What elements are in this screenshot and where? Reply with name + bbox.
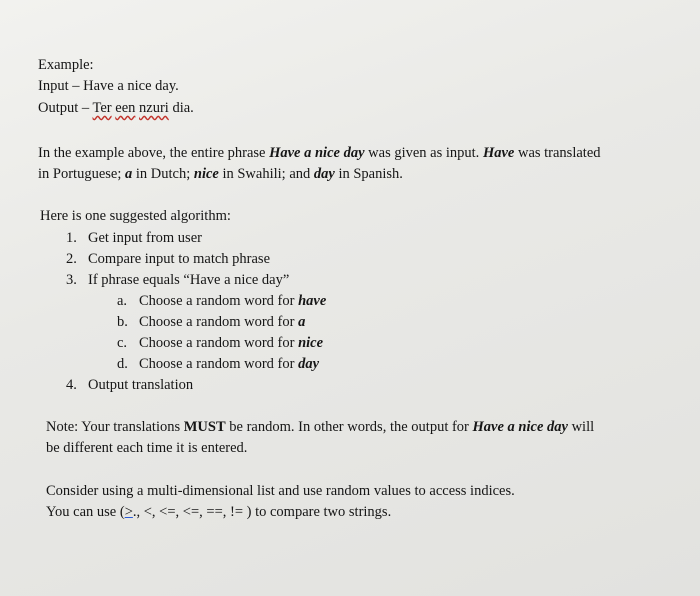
substep-letter: b. <box>117 314 128 330</box>
output-word-dia: dia. <box>168 100 194 116</box>
substep-word: day <box>298 356 319 372</box>
step-text: If phrase equals “Have a nice day” <box>88 272 290 288</box>
substep-letter: a. <box>117 293 128 309</box>
explanation-text: in Spanish. <box>334 166 403 182</box>
algorithm-substep <box>117 292 326 311</box>
output-word-nzuri: nzuri <box>139 100 169 116</box>
output-prefix: Output – <box>38 100 93 116</box>
explanation-word-have: Have <box>482 145 515 161</box>
explanation-line-2 <box>38 165 403 184</box>
substep-text: Choose a random word for <box>139 335 299 351</box>
algorithm-step <box>66 271 289 290</box>
note-text: be random. In other words, the output for <box>225 419 473 435</box>
example-input-line: Input – Have a nice day. <box>38 78 179 94</box>
explanation-text: in Portuguese; <box>38 166 125 182</box>
substep-letter: d. <box>117 356 128 372</box>
example-output-line <box>38 99 194 118</box>
step-number: 2. <box>66 251 77 267</box>
algorithm-substep <box>117 313 305 332</box>
explanation-text: In the example above, the entire phrase <box>38 145 270 161</box>
substep-word: nice <box>298 335 324 351</box>
algorithm-substep <box>117 355 319 374</box>
algorithm-heading: Here is one suggested algorithm: <box>40 208 231 224</box>
step-number: 1. <box>66 230 77 246</box>
note-text: will <box>567 419 595 435</box>
explanation-text: was translated <box>514 145 601 161</box>
consider-text: You can use ( <box>46 504 125 520</box>
note-line-1 <box>46 418 594 437</box>
substep-word: a <box>298 314 306 330</box>
explanation-word-nice: nice <box>193 166 219 182</box>
substep-text: Choose a random word for <box>139 356 299 372</box>
explanation-line-1 <box>38 144 601 163</box>
note-phrase: Have a nice day <box>472 419 568 435</box>
explanation-word-day: day <box>313 166 335 182</box>
substep-word: have <box>298 293 327 309</box>
explanation-text: was given as input. <box>364 145 483 161</box>
explanation-text: in Dutch; <box>132 166 194 182</box>
substep-letter: c. <box>117 335 128 351</box>
algorithm-step <box>66 376 193 395</box>
step-number: 4. <box>66 377 77 393</box>
note-line-2: be different each time it is entered. <box>46 440 248 456</box>
explanation-word-a: a <box>125 166 133 182</box>
consider-line-1: Consider using a multi-dimensional list and use random values to access indices. <box>46 483 515 499</box>
output-word-ter: Ter <box>92 100 112 116</box>
example-title: Example: <box>38 57 94 73</box>
step-text: Compare input to match phrase <box>88 251 271 267</box>
explanation-text: in Swahili; and <box>218 166 314 182</box>
step-number: 3. <box>66 272 77 288</box>
note-text: Note: Your translations <box>46 419 184 435</box>
output-word-een: een <box>115 100 136 116</box>
algorithm-substep <box>117 334 323 353</box>
consider-line-2 <box>46 503 391 522</box>
algorithm-step <box>66 229 202 248</box>
substep-text: Choose a random word for <box>139 314 299 330</box>
algorithm-step <box>66 250 270 269</box>
substep-text: Choose a random word for <box>139 293 299 309</box>
explanation-phrase: Have a nice day <box>269 145 365 161</box>
consider-text: ., <, <=, <=, ==, != ) to compare two strings. <box>132 504 392 520</box>
operator-gt: > <box>124 504 133 520</box>
step-text: Output translation <box>88 377 194 393</box>
note-emphasis: MUST <box>183 419 226 435</box>
step-text: Get input from user <box>88 230 202 246</box>
